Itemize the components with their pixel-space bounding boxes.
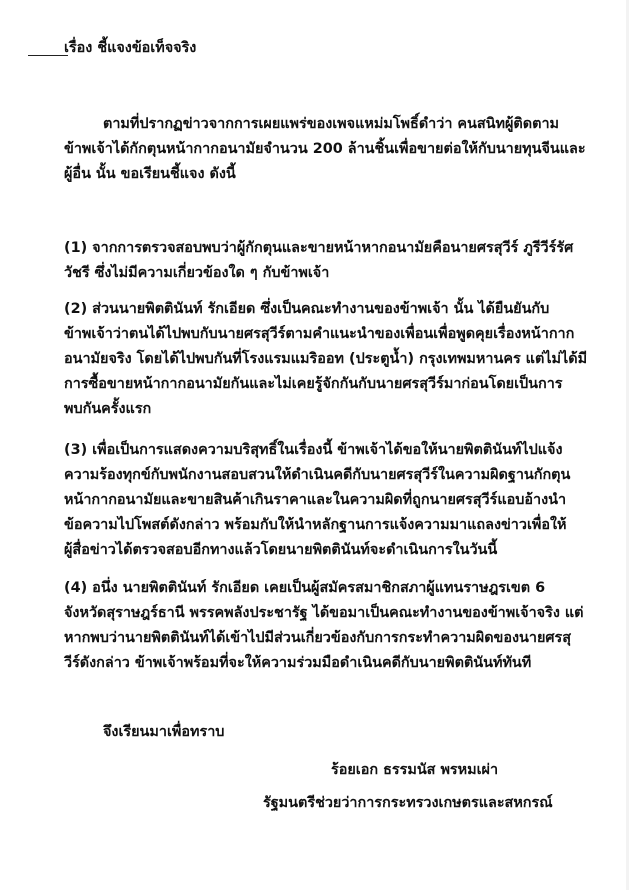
subject-underline xyxy=(28,55,68,56)
intro-line: ตามที่ปรากฏข่าวจากการเผยแพร่ของเพจแหม่มโพธิ์ดำว่า คนสนิทผู้ติดตาม xyxy=(103,116,560,132)
closing-line: จึงเรียนมาเพื่อทราบ xyxy=(103,724,225,740)
item-1-line: วัชรี ซึ่งไม่มีความเกี่ยวข้องใด ๆ กับข้าพเจ้า xyxy=(64,265,330,281)
item-2-line: พบกันครั้งแรก xyxy=(64,401,152,417)
item-2-line: อนามัยจริง โดยได้ไปพบกันที่โรงแรมแมริออท (ประตูน้ำ) กรุงเทพมหานคร แต่ไม่ได้มี xyxy=(64,351,588,367)
signature-name: ร้อยเอก ธรรมนัส พรหมเผ่า xyxy=(331,762,499,778)
item-4-line: หากพบว่านายพิตตินันท์ได้เข้าไปมีส่วนเกี่ยวข้องกับการกระทำความผิดของนายศรสุ xyxy=(64,630,572,646)
item-2-line: การซื้อขายหน้ากากอนามัยกันและไม่เคยรู้จักกันกับนายศรสุวีร์มาก่อนโดยเป็นการ xyxy=(64,376,563,392)
signature-title: รัฐมนตรีช่วยว่าการกระทรวงเกษตรและสหกรณ์ xyxy=(263,795,553,811)
item-4-line: จังหวัดสุราษฎร์ธานี พรรคพลังประชารัฐ ได้ขอมาเป็นคณะทำงานของข้าพเจ้าจริง แต่ xyxy=(64,605,584,621)
item-3-line: ข้อความไปโพสต์ดังกล่าว พร้อมกับให้นำหลักฐานการแจ้งความมาแถลงข่าวเพื่อให้ xyxy=(64,517,567,533)
item-3-line: ความร้องทุกข์กับพนักงานสอบสวนให้ดำเนินคดีกับนายศรสุวีร์ในความผิดฐานกักตุน xyxy=(64,467,571,483)
item-2-line: (2) ส่วนนายพิตตินันท์ รักเอียด ซึ่งเป็นคณะทำงานของข้าพเจ้า นั้น ได้ยืนยันกับ xyxy=(64,301,550,317)
subject-line: เรื่อง ชี้แจงข้อเท็จจริง xyxy=(64,40,197,56)
item-1-line: (1) จากการตรวจสอบพบว่าผู้กักตุนและขายหน้าหากอนามัยคือนายศรสุวีร์ ภูรีวีร์รัศ xyxy=(64,240,574,256)
item-4-line: (4) อนึ่ง นายพิตตินันท์ รักเอียด เคยเป็นผู้สมัครสมาชิกสภาผู้แทนราษฎรเขต 6 xyxy=(64,580,546,596)
item-3-line: ผู้สื่อข่าวได้ตรวจสอบอีกทางแล้วโดยนายพิตตินันท์จะดำเนินการในวันนี้ xyxy=(64,542,498,558)
item-4-line: วีร์ดังกล่าว ข้าพเจ้าพร้อมที่จะให้ความร่วมมือดำเนินคดีกับนายพิตตินันท์ทันที xyxy=(64,655,532,671)
item-3-line: หน้ากากอนามัยและขายสินค้าเกินราคาและในความผิดที่ถูกนายศรสุวีร์แอบอ้างนำ xyxy=(64,492,567,508)
intro-line: ข้าพเจ้าได้กักตุนหน้ากากอนามัยจำนวน 200 ล้านชิ้นเพื่อขายต่อให้กับนายทุนจีนและ xyxy=(64,141,586,157)
item-2-line: ข้าพเจ้าว่าตนได้ไปพบกับนายศรสุวีร์ตามคำแนะนำของเพื่อนเพื่อพูดคุยเรื่องหน้ากาก xyxy=(64,326,575,342)
intro-line: ผู้อื่น นั้น ขอเรียนชี้แจง ดังนี้ xyxy=(64,166,236,182)
item-3-line: (3) เพื่อเป็นการแสดงความบริสุทธิ์ในเรื่องนี้ ข้าพเจ้าได้ขอให้นายพิตตินันท์ไปแจ้ง xyxy=(64,442,563,458)
